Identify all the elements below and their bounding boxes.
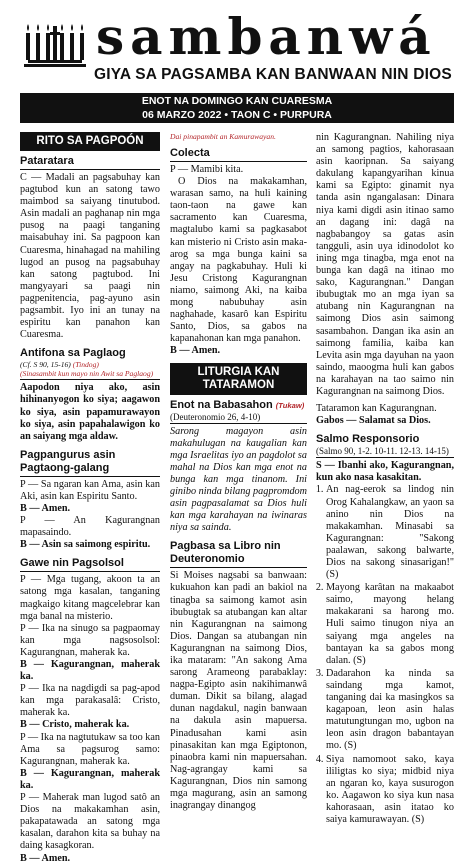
- column-3: [316, 132, 454, 827]
- pagpangurus-priest-1: P — Sa ngaran kan Ama, asin kan Aki, asin kan Espiritu Santo.: [20, 478, 160, 502]
- salmo-ref: (Salmo 90, 1-2. 10-11. 12-13. 14-15): [316, 446, 449, 457]
- section-divider: [170, 161, 307, 162]
- salmo-response: S — Ibanhi ako, Kagurangnan, kun ako nasa kasakitan.: [316, 460, 454, 484]
- gawe-title: Gawe nin Pagsolsol: [20, 557, 124, 570]
- gawe-priest-4: P — Ika na nagtutukaw sa too kan Ama sa pagsurog samo: Kagurangnan, maherak ka.: [20, 731, 160, 767]
- enot-ref: (Deuteronomio 26, 4-10): [170, 411, 261, 422]
- gawe-priest-2: P — Ika na sinugo sa pagpaomay kan mga nagsosolsol: Kagurangnan, maherak ka.: [20, 622, 160, 658]
- banner-date: 06 MARZO 2022 • TAON C • PURPURA: [142, 109, 332, 121]
- pagpangurus-priest-2: P — An Kagurangnan mapasaindo.: [20, 515, 160, 539]
- liturgia-header: [170, 363, 307, 395]
- enot-summary: Sarong magayon asin makahulugan na kaugalian kan mga Israelitas iyo an pagdolot sa mahal na Dios kan mga enot na bunga kan mga tinanom. Ini ginibo ninda bilang pagpromdom asin pagpasalamat sa Dios huli kan mga karahayan na iwinaras niya sa sainda.: [170, 425, 307, 534]
- liturgical-date-banner: [20, 93, 454, 123]
- publication-title: sambanwá: [96, 7, 437, 66]
- rito-header: RITO SA PAGPOÓN: [20, 132, 160, 151]
- reading-continuation: nin Kagurangnan. Nahiling niya an samong pagtios, kahorasaan asin kaoripnan. Sa saiyang dakulang kapangyarihan kinua kami sa Egipto: ginamit nya tanda asin ngangalasan: Dinara niya kami digdi asin itinao samo an dagang ini: dagâ na nagbabangoy sa gatas asin tangguli, asin uya idinodolot ko ining mga tinagba, mga enot na bunga kan dagâ na itinao mo sako, Kagurangnan." Dangan ibubugtak mo an mga iyan sa atubang nin Kagurangnan na saimong Dios asin saimong sasambahon. Dangan ika asin an saimong familia, kaiba kan Levita asin mga dayuhan na yaon saindo, maoogma huli kan gabos na karahayan na tao saimo nin Kagurangnan na saimong Dios.: [316, 132, 454, 397]
- section-divider: [20, 476, 160, 477]
- section-divider: [170, 423, 307, 424]
- colecta-title: Colecta: [170, 147, 210, 159]
- pagbasa-text: Si Moises nagsabi sa banwaan: kukuahon kan padi an bakiol na tinagba sa saimong kamot asin ibubugtak sa atubangan kan altar nin Kagurangnan na saimong Dios. Dangan sa atubangan nin Kagurangnan na saimong Dios, ika mataram: "An sakong Ama sarong Arameong parabaklay: nagpa-Egipto asin nakihimanwâ duman. Dikit sa bilang, alagad dunan nagdakul, nagin banwaan na dakula asin mapuersa. Pinadusahan kami asin pinasakitan kan mga Egiptonon, pinaobra kami nin mapuersahan. Nag-agrangay kami sa Kagurangnan, Dios nin samong mga magurang, asin an samong inagrangay dinangog: [170, 570, 307, 812]
- gawe-response-3: B — Cristo, maherak ka.: [20, 719, 130, 731]
- salmo-verses: [316, 484, 454, 826]
- liturgia-header-line-2: TATARAMON: [202, 378, 275, 391]
- salmo-verse: 3. Dadarahon ka ninda sa saindang mga kamot, tanganing dai ka masingkos sa kagapoan, leon asin halas matutungtungan mo, ugbon na leon asin dragon babantayan mo. (S): [326, 668, 454, 753]
- section-divider: [20, 169, 160, 170]
- pagpangurus-response-1: B — Amen.: [20, 502, 71, 514]
- gawe-priest-3: P — Ika na nagdigdi sa pag-apod kan mga parakasalâ: Cristo, maherak ka.: [20, 683, 160, 719]
- pagpangurus-title: Pagpangurus asin Pagtaong-galang: [20, 448, 116, 474]
- salmo-verse: 2. Mayong karâtan na makaabot saimo, mayong helang makakarani sa harong mo. Huli saimo tinugon niya an saiyang mga angeles na bantayan ka sa gabos mong dalan. (S): [326, 582, 454, 667]
- candelabrum-icon: [22, 20, 88, 72]
- salmo-verse: 1. An nag-eerok sa lindog nin Orog Kahalangkaw, an yaon sa anino nin Dios na makakamhan. Minasabi sa Kagurangnan: "Sakong paalawan, sakong balwarte, Dios na sakong sinasarigan!" (S): [326, 484, 454, 581]
- antifona-note: (Sinasambit kun mayo nin Awit sa Paglaog): [20, 369, 154, 379]
- antifona-text: Aapodon niya ako, asin hihinanyogon ko siya; aagawon ko siya, asin papamurawayon ko siya, asin papahalawigon ko an saiyang mga aldaw.: [20, 382, 160, 442]
- pagbasa-title: Pagbasa sa Libro nin Deuteronomio: [170, 540, 281, 566]
- column-2: [170, 132, 307, 812]
- gloria-note: Dai pinapambit an Kamurawayan.: [170, 132, 276, 141]
- liturgia-header-line-1: LITURGIA KAN: [197, 365, 280, 378]
- column-1: [20, 132, 160, 865]
- section-divider: [170, 567, 307, 568]
- section-divider: [20, 379, 160, 380]
- publication-subtitle: GIYA SA PAGSAMBA KAN BANWAAN NIN DIOS: [94, 66, 452, 83]
- gawe-priest-5: P — Maherak man lugod satô an Dios na makakamhan asin, pakapatawada an satong mga kasalan, darahon kita sa buhay na daing kasagkoran.: [20, 792, 160, 852]
- gawe-response-5: B — Amen.: [20, 852, 71, 864]
- salmo-title: Salmo Responsorio: [316, 433, 420, 446]
- enot-posture: (Tukaw): [275, 400, 305, 410]
- section-divider: [20, 571, 160, 572]
- antifona-title: Antifona sa Paglaog: [20, 347, 126, 360]
- antifona-ref: (Cf. S 90, 15-16): [20, 360, 71, 370]
- antifona-posture: (Tindog): [72, 360, 99, 370]
- gawe-response-4: B — Kagurangnan, maherak ka.: [20, 767, 160, 791]
- pataratara-title: Pataratara: [20, 155, 74, 167]
- salmo-verse: 4. Siya namomoot sako, kaya ililigtas ko siya; midbid niya an ngaran ko, kaya susurogon ko. Aagawon ko siya kun nasa kahorasaan, asin itatao ko saiya kamurawayan. (S): [326, 754, 454, 827]
- gawe-priest-1: P — Mga tugang, akoon ta an satong mga kasalan, tanganing magkaigo kitang magcelebrar kan mga banal na misterio.: [20, 574, 160, 622]
- pagpangurus-response-2: B — Asin sa saimong espiritu.: [20, 539, 151, 551]
- tataramon-text: Tataramon kan Kagurangnan.: [316, 403, 437, 415]
- banner-sunday: ENOT NA DOMINGO KAN CUARESMA: [141, 95, 333, 107]
- pataratara-text: C — Madali an pagsabuhay kan pagtubod kun an satong tawo maimbod sa saiyang tinutubod. Asin madali an paghanap nin mga pusog na paagi tanganing maisabuhay ini. Sa pagpoon kan Cuaresma, hinahagad na mahiling lugod an pusog na pagsabuhay kan satong pagtubod. Ini mangyayari sa paagi nin pagpenitencia, pag-ayuno asin pagsambit. Iyo ini an tunay na espiritu kan panahon kan Cuaresma.: [20, 172, 160, 341]
- enot-title: Enot na Babasahon: [170, 398, 273, 411]
- gabos-response: Gabos — Salamat sa Dios.: [316, 415, 431, 427]
- colecta-text: O Dios na makakamhan, warasan samo, na huli kaining taon-taon na gawe kan sacramento kan Cuaresma, magtalubo kami sa pagkasabot kan misterio ni Cristo asin maka-arog sa mga bunga kaini sa angay na pagkabuhay. Huli ki Jesu Cristong Kagurangnan niamo, saimong Aki, na kaiba mong nabubuhay asin naghahade, kasarô kan Espiritu Santo, Dios, sa gabos na kapanahonan kan mga panahon.: [170, 176, 307, 345]
- gawe-response-2: B — Kagurangnan, maherak ka.: [20, 659, 160, 683]
- colecta-response: B — Amen.: [170, 345, 221, 357]
- section-divider: [316, 457, 454, 458]
- colecta-priest: P — Mamibi kita.: [170, 164, 244, 175]
